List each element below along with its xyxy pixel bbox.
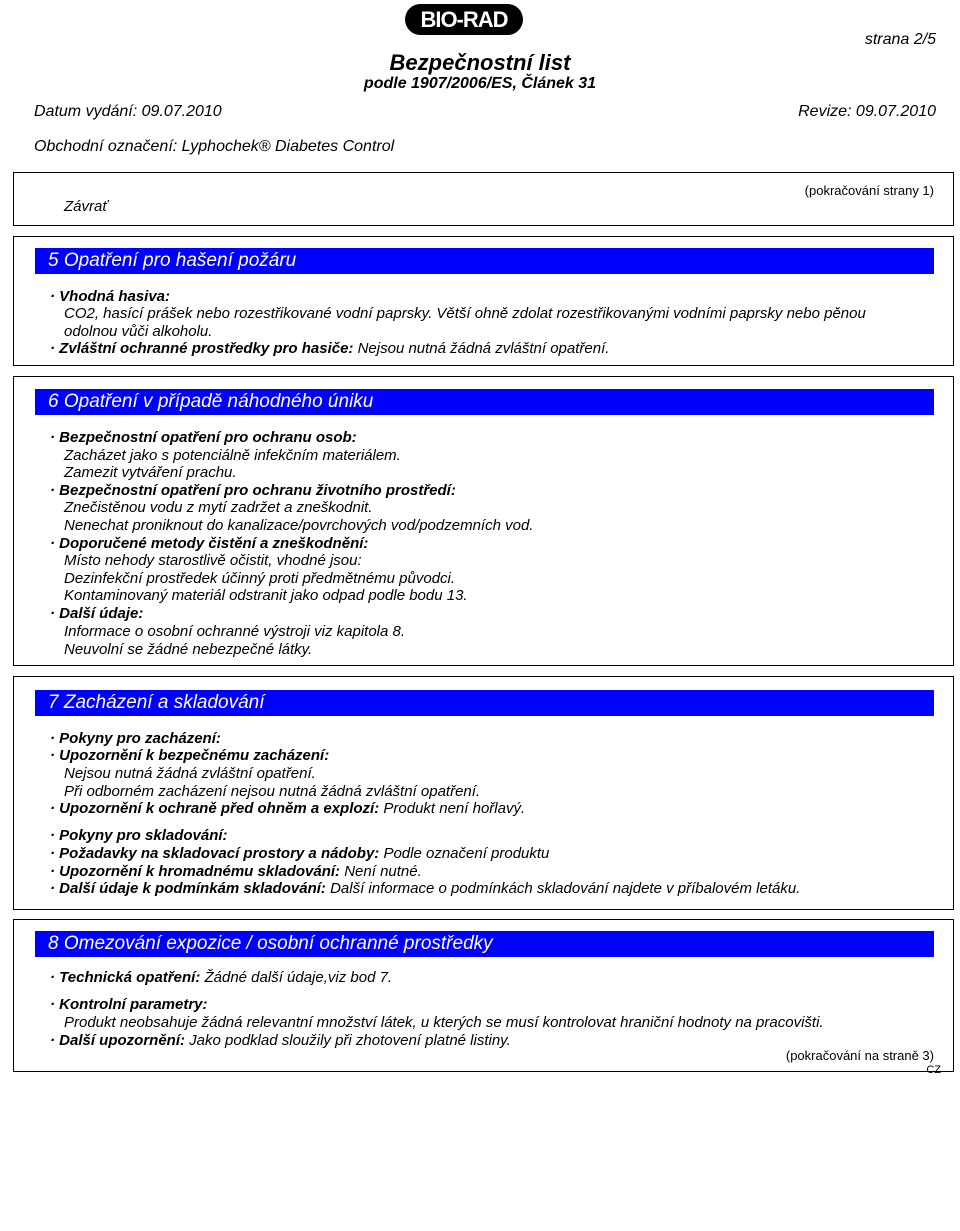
s7-handling-label: · Pokyny pro zacházení: <box>50 730 221 747</box>
s7-further-label: · Další údaje k podmínkám skladování: <box>50 880 326 897</box>
continuation-left: Závrať <box>64 198 108 215</box>
s8-note-label: · Další upozornění: <box>50 1032 185 1049</box>
s7-safe-label: · Upozornění k bezpečnému zacházení: <box>50 747 330 764</box>
issue-date: Datum vydání: 09.07.2010 <box>34 103 222 120</box>
section-6-title: 6 Opatření v případě náhodného úniku <box>35 389 934 415</box>
s7-fire-label: · Upozornění k ochraně před ohněm a explozí: <box>50 800 380 817</box>
s8-tech-label: · Technická opatření: <box>50 969 201 986</box>
trade-name: Obchodní označení: Lyphochek® Diabetes Control <box>34 138 395 155</box>
bio-rad-logo: BIO-RAD <box>405 4 523 35</box>
s7-further-value: Další informace o podmínkách skladování najdete v příbalovém letáku. <box>325 880 801 897</box>
s7-req <box>50 845 549 862</box>
section-8-title: 8 Omezování expozice / osobní ochranné prostředky <box>35 931 934 957</box>
s6-personal-line1: Zacházet jako s potenciálně infekčním materiálem. <box>64 447 401 464</box>
dates-row <box>34 103 936 123</box>
s7-safe-line1: Nejsou nutná žádná zvláštní opatření. <box>64 765 316 782</box>
page-number: strana 2/5 <box>864 31 936 48</box>
s6-cleanup-label: · Doporučené metody čistění a zneškodnění: <box>50 535 369 552</box>
s7-storage-label: · Pokyny pro skladování: <box>50 827 228 844</box>
language-code: CZ <box>926 1064 941 1076</box>
s7-fire <box>50 800 525 817</box>
s6-cleanup-line2: Dezinfekční prostředek účinný proti předmětnému původci. <box>64 570 456 587</box>
s6-cleanup-line3: Kontaminovaný materiál odstranit jako odpad podle bodu 13. <box>64 587 468 604</box>
s8-tech <box>50 969 392 986</box>
s7-common <box>50 863 422 880</box>
s6-env-line2: Nenechat proniknout do kanalizace/povrchových vod/podzemních vod. <box>64 517 534 534</box>
s6-personal-label: · Bezpečnostní opatření pro ochranu osob: <box>50 429 357 446</box>
s5-equipment <box>50 340 609 357</box>
s6-other-line2: Neuvolní se žádné nebezpečné látky. <box>64 641 313 658</box>
s7-further <box>50 880 800 897</box>
section-7-title: 7 Zacházení a skladování <box>35 690 934 716</box>
s5-media-line1: CO2, hasící prášek nebo rozestřikované vodní paprsky. Větší ohně zdolat rozestřikovanými vodními paprsky nebo pěnou <box>64 305 866 322</box>
s6-env-label: · Bezpečnostní opatření pro ochranu životního prostředí: <box>50 482 456 499</box>
s7-safe-line2: Při odborném zacházení nejsou nutná žádná zvláštní opatření. <box>64 783 481 800</box>
s5-media-label: · Vhodná hasiva: <box>50 288 171 305</box>
s6-other-line1: Informace o osobní ochranné výstroji viz kapitola 8. <box>64 623 406 640</box>
s6-env-line1: Znečistěnou vodu z mytí zadržet a zneškodnit. <box>64 499 373 516</box>
s6-cleanup-line1: Místo nehody starostlivě očistit, vhodné jsou: <box>64 552 362 569</box>
s5-equipment-label: · Zvláštní ochranné prostředky pro hasiče: <box>50 340 354 357</box>
s7-fire-value: Produkt není hořlavý. <box>379 800 526 817</box>
continued-next: (pokračování na straně 3) <box>785 1048 934 1063</box>
s5-media-line2: odolnou vůči alkoholu. <box>64 323 213 340</box>
s8-control-line1: Produkt neobsahuje žádná relevantní množství látek, u kterých se musí kontrolovat hraniční hodnoty na pracovišti. <box>64 1014 824 1031</box>
continuation-box <box>13 172 954 226</box>
s7-req-label: · Požadavky na skladovací prostory a nádoby: <box>50 845 380 862</box>
document-subtitle: podle 1907/2006/ES, Článek 31 <box>363 75 597 92</box>
s8-control-label: · Kontrolní parametry: <box>50 996 208 1013</box>
s6-other-label: · Další údaje: <box>50 605 144 622</box>
s8-tech-value: Žádné další údaje,viz bod 7. <box>200 969 393 986</box>
s8-note <box>50 1032 511 1049</box>
revision-date: Revize: 09.07.2010 <box>798 103 936 120</box>
continuation-right: (pokračování strany 1) <box>804 183 934 198</box>
s5-equipment-value: Nejsou nutná žádná zvláštní opatření. <box>353 340 610 357</box>
s7-common-label: · Upozornění k hromadnému skladování: <box>50 863 341 880</box>
document-title: Bezpečnostní list <box>389 50 571 75</box>
s6-personal-line2: Zamezit vytváření prachu. <box>64 464 237 481</box>
s7-common-value: Není nutné. <box>340 863 422 880</box>
s7-req-value: Podle označení produktu <box>379 845 550 862</box>
section-5-title: 5 Opatření pro hašení požáru <box>35 248 934 274</box>
s8-note-value: Jako podklad sloužily při zhotovení platné listiny. <box>185 1032 511 1049</box>
